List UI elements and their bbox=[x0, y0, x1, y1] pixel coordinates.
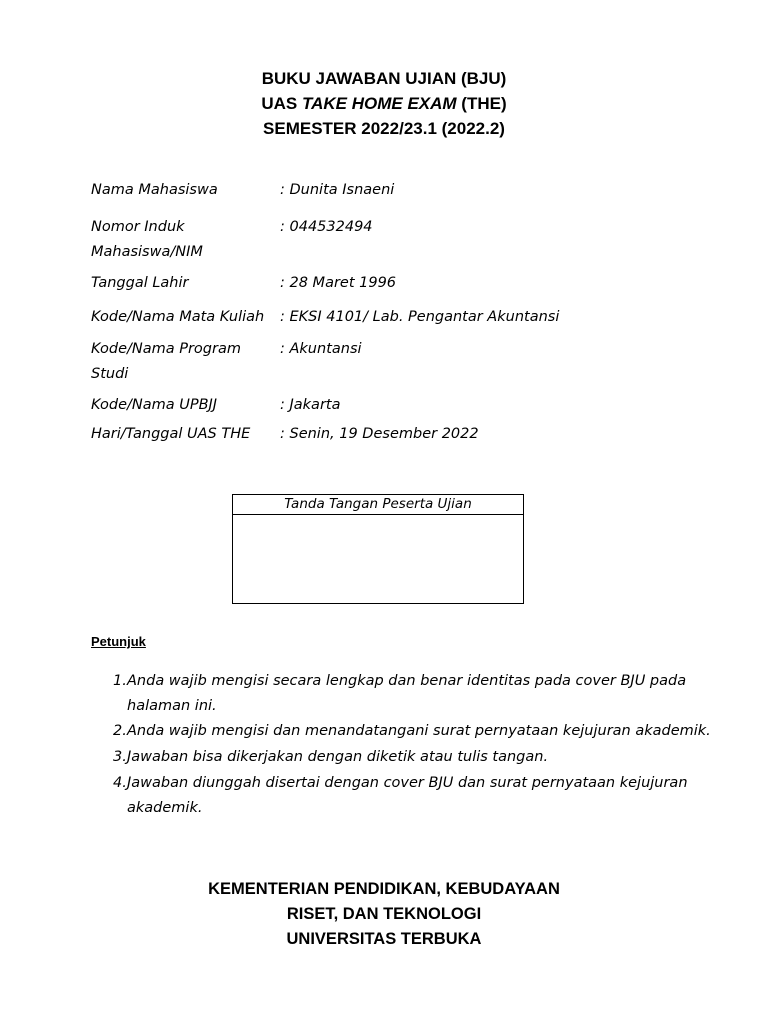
instruction-item bbox=[113, 771, 693, 821]
identity-value-upbjj: : Jakarta bbox=[280, 397, 341, 413]
instruction-number: 1. bbox=[113, 673, 127, 689]
instruction-text: Anda wajib mengisi secara lengkap dan benar identitas pada cover BJU pada halaman ini. bbox=[127, 673, 687, 714]
identity-value-program-studi: : Akuntansi bbox=[280, 341, 362, 357]
identity-label-program-studi: Kode/Nama Program Studi bbox=[91, 341, 241, 382]
identity-value-mata-kuliah: : EKSI 4101/ Lab. Pengantar Akuntansi bbox=[280, 309, 560, 325]
identity-label-upbjj: Kode/Nama UPBJJ bbox=[91, 397, 218, 413]
instruction-number: 3. bbox=[113, 749, 127, 765]
signature-header: Tanda Tangan Peserta Ujian bbox=[233, 495, 523, 515]
instruction-text: Jawaban diunggah disertai dengan cover BJU dan surat pernyataan kejujuran akademik. bbox=[127, 775, 688, 816]
instruction-item bbox=[113, 745, 743, 770]
header-line-2-pre: UAS bbox=[261, 94, 302, 113]
instruction-number: 4. bbox=[113, 775, 127, 791]
instruction-number: 2. bbox=[113, 723, 127, 739]
signature-box[interactable] bbox=[232, 494, 524, 604]
identity-value-nama: : Dunita Isnaeni bbox=[280, 182, 395, 198]
identity-value-nim: : 044532494 bbox=[280, 219, 373, 235]
instructions-title: Petunjuk bbox=[91, 634, 146, 649]
identity-value-tanggal-lahir: : 28 Maret 1996 bbox=[280, 275, 397, 291]
header-line-2-italic: TAKE HOME EXAM bbox=[302, 94, 457, 113]
instruction-text: Anda wajib mengisi dan menandatangani surat pernyataan kejujuran akademik. bbox=[127, 723, 711, 739]
instruction-text: Jawaban bisa dikerjakan dengan diketik atau tulis tangan. bbox=[127, 749, 549, 765]
header-line-2-post: (THE) bbox=[456, 94, 507, 113]
footer-line-2: RISET, DAN TEKNOLOGI bbox=[286, 905, 482, 923]
identity-label-mata-kuliah: Kode/Nama Mata Kuliah bbox=[91, 309, 265, 325]
instruction-item bbox=[113, 669, 743, 719]
footer-line-1: KEMENTERIAN PENDIDIKAN, KEBUDAYAAN bbox=[208, 880, 560, 898]
identity-label-tanggal-lahir: Tanggal Lahir bbox=[91, 275, 189, 291]
identity-label-nama: Nama Mahasiswa bbox=[91, 182, 218, 198]
instruction-item bbox=[113, 719, 743, 744]
identity-label-hari-tanggal: Hari/Tanggal UAS THE bbox=[91, 426, 251, 442]
identity-label-nim: Nomor Induk Mahasiswa/NIM bbox=[91, 219, 203, 260]
header-line-1: BUKU JAWABAN UJIAN (BJU) bbox=[261, 69, 507, 88]
identity-section bbox=[0, 0, 768, 460]
identity-value-hari-tanggal: : Senin, 19 Desember 2022 bbox=[280, 426, 479, 442]
footer-line-3: UNIVERSITAS TERBUKA bbox=[286, 930, 482, 948]
header-line-3: SEMESTER 2022/23.1 (2022.2) bbox=[263, 119, 505, 138]
